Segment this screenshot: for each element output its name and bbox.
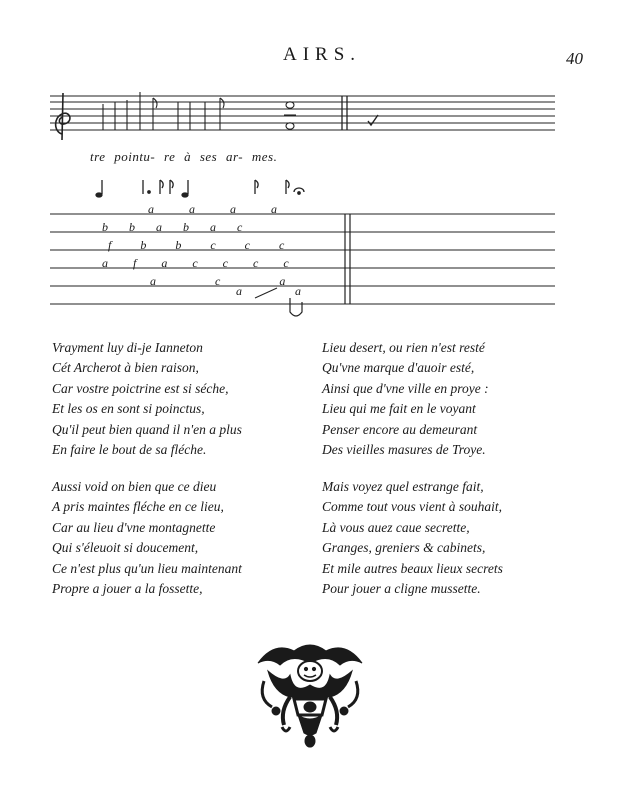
rhythm-signs [96,180,304,197]
stanza-left-1 [52,338,242,460]
tablature-row-6: a a [236,284,301,298]
stanza-right-2 [322,477,503,599]
verse-line: Car au lieu d'vne montagnette [52,519,216,535]
verse-line: Granges, greniers & cabinets, [322,540,486,556]
verse-line: Qui s'éleuoit si doucement, [52,540,199,556]
tailpiece-ornament-icon [254,641,366,751]
tablature-row-4: a f a c c c c [102,256,289,270]
verse-line: Car vostre poictrine est si séche, [52,380,229,396]
verse-line: Penser encore au demeurant [322,421,478,437]
final-mark-icon [290,298,302,316]
stanza-right-1 [322,338,489,460]
verse-line: A pris maintes fléche en ce lieu, [52,499,224,515]
running-title: AIRS. [282,44,362,65]
page-number: 40 [566,49,583,68]
verse-line: Pour jouer a cligne mussette. [322,581,481,597]
lyric-line: tre pointu- re à ses ar- mes. [90,149,278,164]
music-notation [50,88,570,328]
verse-line: Des vieilles masures de Troye. [322,442,486,458]
verse-line: Ainsi que d'vne ville en proye : [322,380,489,396]
tablature-row-3: f b b c c c [108,238,285,252]
double-barline [342,96,347,130]
verse-line: Ce n'est plus qu'un lieu maintenant [52,560,242,576]
verse-line: Lieu qui me fait en le voyant [322,401,476,417]
verse-line: Aussi void on bien que ce dieu [52,479,217,494]
tablature-row-5: a c a [150,274,286,288]
verse-line: Mais voyez quel estrange fait, [322,479,484,494]
verse-line: Et les os en sont si poinctus, [52,401,205,417]
stanza-left-2 [52,477,242,599]
tablature-barline [345,214,350,304]
tablature-row-1: a a a a [148,202,277,216]
verse-line: Propre a jouer a la fossette, [52,581,203,597]
verse-line: Lieu desert, ou rien n'est resté [322,340,485,355]
verse-line: Qu'vne marque d'auoir esté, [322,360,475,376]
music-staff [50,96,555,130]
verse-line: Comme tout vous vient à souhait, [322,499,502,515]
verse-line: Là vous auez caue secrette, [322,519,470,535]
verse-line: Et mile autres beaux lieux secrets [322,560,503,576]
tablature-row-2: b b a b a c [102,220,243,234]
verse-line: En faire le bout de sa fléche. [52,442,207,458]
verse-line: Vrayment luy di-je Ianneton [52,340,203,355]
verse-line: Cét Archerot à bien raison, [52,360,199,376]
verse-line: Qu'il peut bien quand il n'en a plus [52,421,242,437]
